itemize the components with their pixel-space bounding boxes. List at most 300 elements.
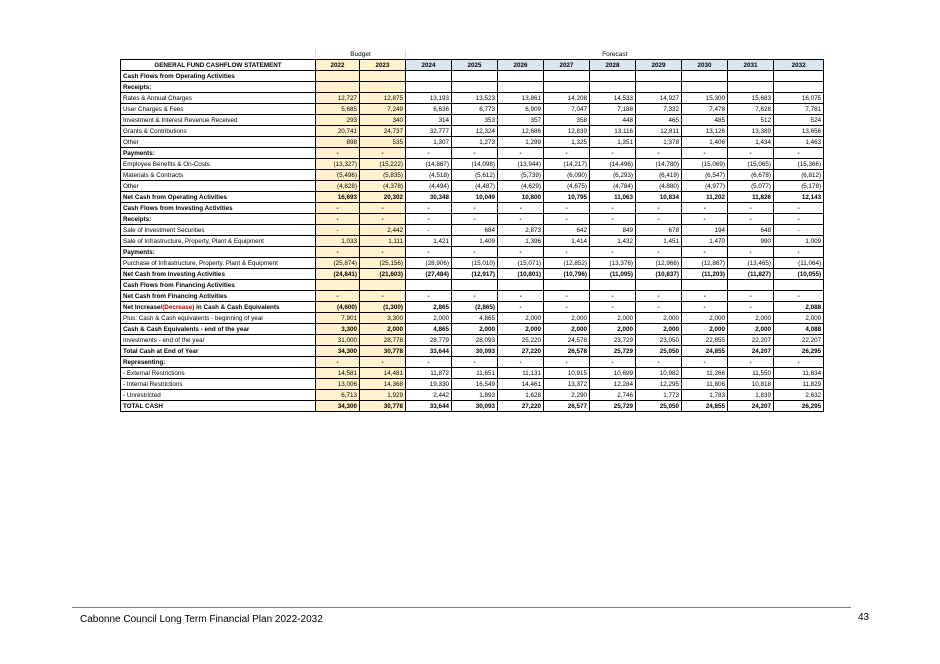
cell-2022: - [316, 203, 360, 214]
footer-title: Cabonne Council Long Term Financial Plan 2022-2032 [80, 614, 323, 625]
cell-2022: 34,300 [316, 346, 360, 357]
row-label: Receipts: [121, 82, 316, 93]
cell-2032: 16,075 [774, 93, 824, 104]
cell-2023: 28,778 [360, 335, 406, 346]
cell-2024: (28,906) [406, 258, 452, 269]
cell-2030: - [682, 357, 728, 368]
cell-2022 [316, 280, 360, 291]
cell-2030: (6,547) [682, 170, 728, 181]
cell-2029: 1,773 [636, 390, 682, 401]
cell-2030: 1,470 [682, 236, 728, 247]
cell-2028: - [590, 148, 636, 159]
cell-2022: - [316, 291, 360, 302]
cell-2027: - [544, 357, 590, 368]
table-row [121, 71, 824, 82]
row-label: Net Cash from Financing Activities [121, 291, 316, 302]
cell-2025: 2,000 [452, 324, 498, 335]
year-header-2023: 2023 [360, 60, 406, 71]
cell-2030: 22,855 [682, 335, 728, 346]
cell-2027: 26,578 [544, 346, 590, 357]
cell-2030: 11,806 [682, 379, 728, 390]
cell-2022: - [316, 247, 360, 258]
cell-2023: - [360, 203, 406, 214]
cell-2028: - [590, 203, 636, 214]
row-label: Plus: Cash & Cash equivalents - beginning of year [121, 313, 316, 324]
cell-2032: (5,178) [774, 181, 824, 192]
cell-2029: 14,927 [636, 93, 682, 104]
cell-2022: 5,685 [316, 104, 360, 115]
cell-2024: 11,872 [406, 368, 452, 379]
cell-2022: - [316, 214, 360, 225]
cell-2024: - [406, 291, 452, 302]
cell-2022 [316, 71, 360, 82]
cell-2032: 26,295 [774, 346, 824, 357]
cell-2031: 13,389 [728, 126, 774, 137]
cell-2022: - [316, 225, 360, 236]
row-label: Payments: [121, 247, 316, 258]
cell-2026: (4,629) [498, 181, 544, 192]
cell-2022: (25,874) [316, 258, 360, 269]
cell-2030 [682, 280, 728, 291]
cell-2032: 524 [774, 115, 824, 126]
cell-2025: 28,093 [452, 335, 498, 346]
cell-2024: 314 [406, 115, 452, 126]
cell-2022: - [316, 148, 360, 159]
cell-2029: 678 [636, 225, 682, 236]
cell-2024: 28,779 [406, 335, 452, 346]
cell-2025: - [452, 291, 498, 302]
cell-2027: 1,325 [544, 137, 590, 148]
cell-2032: 11,834 [774, 368, 824, 379]
cell-2025: 684 [452, 225, 498, 236]
table-row [121, 148, 824, 159]
cell-2032: (10,055) [774, 269, 824, 280]
cell-2026: 25,220 [498, 335, 544, 346]
cell-2023: 340 [360, 115, 406, 126]
cell-2030: - [682, 214, 728, 225]
table-row [121, 368, 824, 379]
table-row [121, 324, 824, 335]
cell-2031: 990 [728, 236, 774, 247]
cell-2024: (4,518) [406, 170, 452, 181]
cell-2028: (6,293) [590, 170, 636, 181]
cell-2023: - [360, 148, 406, 159]
cell-2024: 2,000 [406, 313, 452, 324]
cell-2027: (6,090) [544, 170, 590, 181]
year-header-2024: 2024 [406, 60, 452, 71]
cell-2028: (4,784) [590, 181, 636, 192]
cashflow-table [120, 50, 824, 412]
cell-2025: (2,865) [452, 302, 498, 313]
cell-2025 [452, 82, 498, 93]
cell-2023 [360, 280, 406, 291]
cell-2032: 2,000 [774, 313, 824, 324]
cell-2029: 10,834 [636, 192, 682, 203]
cell-2023: 14,368 [360, 379, 406, 390]
cell-2031: - [728, 148, 774, 159]
row-label: - External Restrictions [121, 368, 316, 379]
cell-2026: - [498, 357, 544, 368]
cell-2028: 7,188 [590, 104, 636, 115]
cell-2022: (4,828) [316, 181, 360, 192]
header-row [121, 60, 824, 71]
cell-2032: - [774, 291, 824, 302]
cell-2022: (13,327) [316, 159, 360, 170]
cell-2026: 2,873 [498, 225, 544, 236]
cell-2024: 33,644 [406, 401, 452, 412]
cell-2029: - [636, 214, 682, 225]
cell-2029: 7,332 [636, 104, 682, 115]
cell-2026: 10,800 [498, 192, 544, 203]
cell-2027: 2,000 [544, 313, 590, 324]
cell-2026: (10,801) [498, 269, 544, 280]
cell-2026: - [498, 302, 544, 313]
row-label: Total Cash at End of Year [121, 346, 316, 357]
cell-2024: 1,307 [406, 137, 452, 148]
cell-2024: (14,867) [406, 159, 452, 170]
cell-2024: (4,494) [406, 181, 452, 192]
table-row [121, 115, 824, 126]
cell-2028: 1,432 [590, 236, 636, 247]
year-header-2031: 2031 [728, 60, 774, 71]
cell-2027: 10,915 [544, 368, 590, 379]
cell-2028 [590, 71, 636, 82]
year-header-2026: 2026 [498, 60, 544, 71]
cell-2029: - [636, 203, 682, 214]
table-row [121, 379, 824, 390]
cell-2028: - [590, 357, 636, 368]
cell-2029: - [636, 302, 682, 313]
cell-2032: - [774, 148, 824, 159]
cell-2026 [498, 71, 544, 82]
table-row [121, 236, 824, 247]
table-row [121, 280, 824, 291]
cell-2023: - [360, 247, 406, 258]
cell-2031: 24,207 [728, 346, 774, 357]
cell-2023: 14,481 [360, 368, 406, 379]
table-title: GENERAL FUND CASHFLOW STATEMENT [121, 60, 316, 71]
cell-2026: - [498, 148, 544, 159]
cell-2023: 30,778 [360, 346, 406, 357]
cell-2027: 24,578 [544, 335, 590, 346]
cell-2031: 2,000 [728, 313, 774, 324]
cell-2022: 14,581 [316, 368, 360, 379]
cell-2022: 34,300 [316, 401, 360, 412]
cell-2024: (27,484) [406, 269, 452, 280]
cell-2028: 12,284 [590, 379, 636, 390]
year-header-2027: 2027 [544, 60, 590, 71]
cell-2029: - [636, 247, 682, 258]
cell-2030: 2,000 [682, 313, 728, 324]
cell-2031: - [728, 214, 774, 225]
cell-2024: 1,421 [406, 236, 452, 247]
cell-2024: 2,865 [406, 302, 452, 313]
row-label: Sale of Infrastructure, Property, Plant & Equipment [121, 236, 316, 247]
cell-2022: 13,006 [316, 379, 360, 390]
cell-2027: - [544, 247, 590, 258]
cell-2032: 13,656 [774, 126, 824, 137]
cell-2030: 11,266 [682, 368, 728, 379]
cell-2023: 2,442 [360, 225, 406, 236]
row-label: Cash & Cash Equivalents - end of the year [121, 324, 316, 335]
cell-2027: 12,839 [544, 126, 590, 137]
cell-2027: (4,675) [544, 181, 590, 192]
row-label: Cash Flows from Investing Activities [121, 203, 316, 214]
table-row [121, 137, 824, 148]
cell-2030: 485 [682, 115, 728, 126]
table-row [121, 104, 824, 115]
cell-2032: - [774, 214, 824, 225]
cell-2031: 7,628 [728, 104, 774, 115]
cell-2027: 1,414 [544, 236, 590, 247]
cell-2032: 4,088 [774, 324, 824, 335]
cell-2026: 6,909 [498, 104, 544, 115]
cell-2032: (6,812) [774, 170, 824, 181]
row-label: Payments: [121, 148, 316, 159]
row-label: TOTAL CASH [121, 401, 316, 412]
cell-2024: 2,442 [406, 390, 452, 401]
cell-2029: (12,966) [636, 258, 682, 269]
cell-2023: 1,929 [360, 390, 406, 401]
cell-2023: (5,835) [360, 170, 406, 181]
cell-2026: - [498, 203, 544, 214]
cell-2032: 22,207 [774, 335, 824, 346]
cell-2023 [360, 82, 406, 93]
cell-2031: (11,827) [728, 269, 774, 280]
cell-2031: - [728, 291, 774, 302]
row-label: Representing: [121, 357, 316, 368]
cell-2028: 2,746 [590, 390, 636, 401]
cell-2027 [544, 280, 590, 291]
budget-group-label: Budget [316, 50, 406, 60]
cell-2029: 2,000 [636, 324, 682, 335]
cell-2025: (14,098) [452, 159, 498, 170]
cell-2031: 10,818 [728, 379, 774, 390]
cell-2029: 12,295 [636, 379, 682, 390]
cell-2029: 12,811 [636, 126, 682, 137]
table-row [121, 346, 824, 357]
cell-2031: 1,434 [728, 137, 774, 148]
cell-2032 [774, 280, 824, 291]
cell-2023: 20,302 [360, 192, 406, 203]
cell-2032: - [774, 203, 824, 214]
cell-2031: (6,678) [728, 170, 774, 181]
cell-2025: - [452, 148, 498, 159]
cell-2029: 23,050 [636, 335, 682, 346]
cell-2026: 13,861 [498, 93, 544, 104]
year-header-2022: 2022 [316, 60, 360, 71]
cell-2028: 2,000 [590, 324, 636, 335]
cell-2024: 19,330 [406, 379, 452, 390]
cell-2025: 12,324 [452, 126, 498, 137]
cell-2025: 1,893 [452, 390, 498, 401]
cell-2026: - [498, 291, 544, 302]
row-label: User Charges & Fees [121, 104, 316, 115]
cell-2024: - [406, 357, 452, 368]
cell-2027: 13,372 [544, 379, 590, 390]
cell-2027: 2,000 [544, 324, 590, 335]
cell-2032: 1,463 [774, 137, 824, 148]
cell-2028 [590, 280, 636, 291]
cell-2027: 2,290 [544, 390, 590, 401]
cell-2031: 24,207 [728, 401, 774, 412]
cell-2026: 357 [498, 115, 544, 126]
cell-2030: - [682, 291, 728, 302]
cell-2023: (21,603) [360, 269, 406, 280]
row-label: Other [121, 181, 316, 192]
cell-2027: (14,217) [544, 159, 590, 170]
cell-2026 [498, 82, 544, 93]
cell-2027: 10,795 [544, 192, 590, 203]
cell-2031: (15,065) [728, 159, 774, 170]
forecast-group-label: Forecast [406, 50, 824, 60]
cell-2029: 10,982 [636, 368, 682, 379]
cell-2029: (14,780) [636, 159, 682, 170]
cell-2030: - [682, 302, 728, 313]
table-row [121, 225, 824, 236]
cell-2030: 13,126 [682, 126, 728, 137]
cell-2024: - [406, 148, 452, 159]
row-label: Cash Flows from Financing Activities [121, 280, 316, 291]
cell-2025: - [452, 203, 498, 214]
cell-2027 [544, 71, 590, 82]
cell-2030: 24,855 [682, 346, 728, 357]
cell-2024: - [406, 203, 452, 214]
cell-2028: 448 [590, 115, 636, 126]
cell-2026: 2,000 [498, 313, 544, 324]
year-header-2029: 2029 [636, 60, 682, 71]
cell-2030: (11,203) [682, 269, 728, 280]
row-label: Employee Benefits & On-Costs [121, 159, 316, 170]
cell-2023: 7,249 [360, 104, 406, 115]
cell-2031: - [728, 302, 774, 313]
cell-2025: 6,773 [452, 104, 498, 115]
cell-2022: 293 [316, 115, 360, 126]
cell-2024: - [406, 214, 452, 225]
cell-2026: 2,000 [498, 324, 544, 335]
cell-2026: - [498, 247, 544, 258]
cell-2025 [452, 280, 498, 291]
cell-2023: 12,875 [360, 93, 406, 104]
cell-2023: 2,000 [360, 324, 406, 335]
row-label: Net Increase/(Decrease) in Cash & Cash Equivalents [121, 302, 316, 313]
cell-2025: 4,865 [452, 313, 498, 324]
row-label: Materials & Contracts [121, 170, 316, 181]
row-label: Rates & Annual Charges [121, 93, 316, 104]
cell-2030: 15,300 [682, 93, 728, 104]
cell-2032: (15,366) [774, 159, 824, 170]
cell-2022: 31,000 [316, 335, 360, 346]
table-row [121, 159, 824, 170]
cell-2029: - [636, 291, 682, 302]
cell-2024: 13,193 [406, 93, 452, 104]
cell-2027: - [544, 148, 590, 159]
cell-2031 [728, 82, 774, 93]
cell-2023: (15,222) [360, 159, 406, 170]
table-row [121, 126, 824, 137]
cell-2026: 27,220 [498, 401, 544, 412]
cell-2023: - [360, 291, 406, 302]
cell-2027: (12,852) [544, 258, 590, 269]
cell-2030: 24,855 [682, 401, 728, 412]
cell-2032: (11,064) [774, 258, 824, 269]
row-label: - Unrestricted [121, 390, 316, 401]
cell-2023: (1,300) [360, 302, 406, 313]
cell-2023: 535 [360, 137, 406, 148]
row-label: Investment & Interest Revenue Received [121, 115, 316, 126]
cell-2024: 4,865 [406, 324, 452, 335]
footer-divider [72, 607, 851, 608]
cell-2029: (10,837) [636, 269, 682, 280]
cell-2022: 898 [316, 137, 360, 148]
cell-2031: 1,839 [728, 390, 774, 401]
cell-2024: 32,777 [406, 126, 452, 137]
cell-2031: 15,683 [728, 93, 774, 104]
cell-2022: (4,600) [316, 302, 360, 313]
cell-2027: 26,577 [544, 401, 590, 412]
cell-2023: - [360, 357, 406, 368]
cell-2028: 13,116 [590, 126, 636, 137]
cell-2025: 16,549 [452, 379, 498, 390]
cell-2032: 2,632 [774, 390, 824, 401]
cell-2027: 7,047 [544, 104, 590, 115]
row-label: Grants & Contributions [121, 126, 316, 137]
cell-2030: (12,867) [682, 258, 728, 269]
cell-2030: - [682, 247, 728, 258]
row-label: Other [121, 137, 316, 148]
cell-2025: (4,487) [452, 181, 498, 192]
cell-2030 [682, 82, 728, 93]
cell-2022: 7,901 [316, 313, 360, 324]
cell-2023: (4,378) [360, 181, 406, 192]
cell-2022: - [316, 357, 360, 368]
cell-2030: 194 [682, 225, 728, 236]
table-row [121, 401, 824, 412]
cell-2028: 10,699 [590, 368, 636, 379]
cell-2028: (11,095) [590, 269, 636, 280]
cell-2028: - [590, 302, 636, 313]
cell-2023: (25,156) [360, 258, 406, 269]
cell-2029: (4,880) [636, 181, 682, 192]
cell-2029: 2,000 [636, 313, 682, 324]
cell-2025: 10,049 [452, 192, 498, 203]
cell-2028: - [590, 214, 636, 225]
cell-2030: - [682, 148, 728, 159]
cell-2027: 14,208 [544, 93, 590, 104]
year-header-2032: 2032 [774, 60, 824, 71]
cell-2032: 7,781 [774, 104, 824, 115]
cell-2022: 16,693 [316, 192, 360, 203]
cell-2025: 13,523 [452, 93, 498, 104]
table-row [121, 335, 824, 346]
cell-2025: 11,651 [452, 368, 498, 379]
cell-2027: - [544, 203, 590, 214]
cell-2024: 33,644 [406, 346, 452, 357]
cell-2023: 24,737 [360, 126, 406, 137]
cell-2031: - [728, 247, 774, 258]
cell-2031: 512 [728, 115, 774, 126]
cell-2027: - [544, 302, 590, 313]
cell-2023: 3,300 [360, 313, 406, 324]
cell-2031: - [728, 203, 774, 214]
cell-2025: 1,273 [452, 137, 498, 148]
cell-2029 [636, 71, 682, 82]
cell-2029 [636, 82, 682, 93]
cell-2022: 20,741 [316, 126, 360, 137]
row-label: Receipts: [121, 214, 316, 225]
cell-2024 [406, 280, 452, 291]
cell-2030: - [682, 203, 728, 214]
